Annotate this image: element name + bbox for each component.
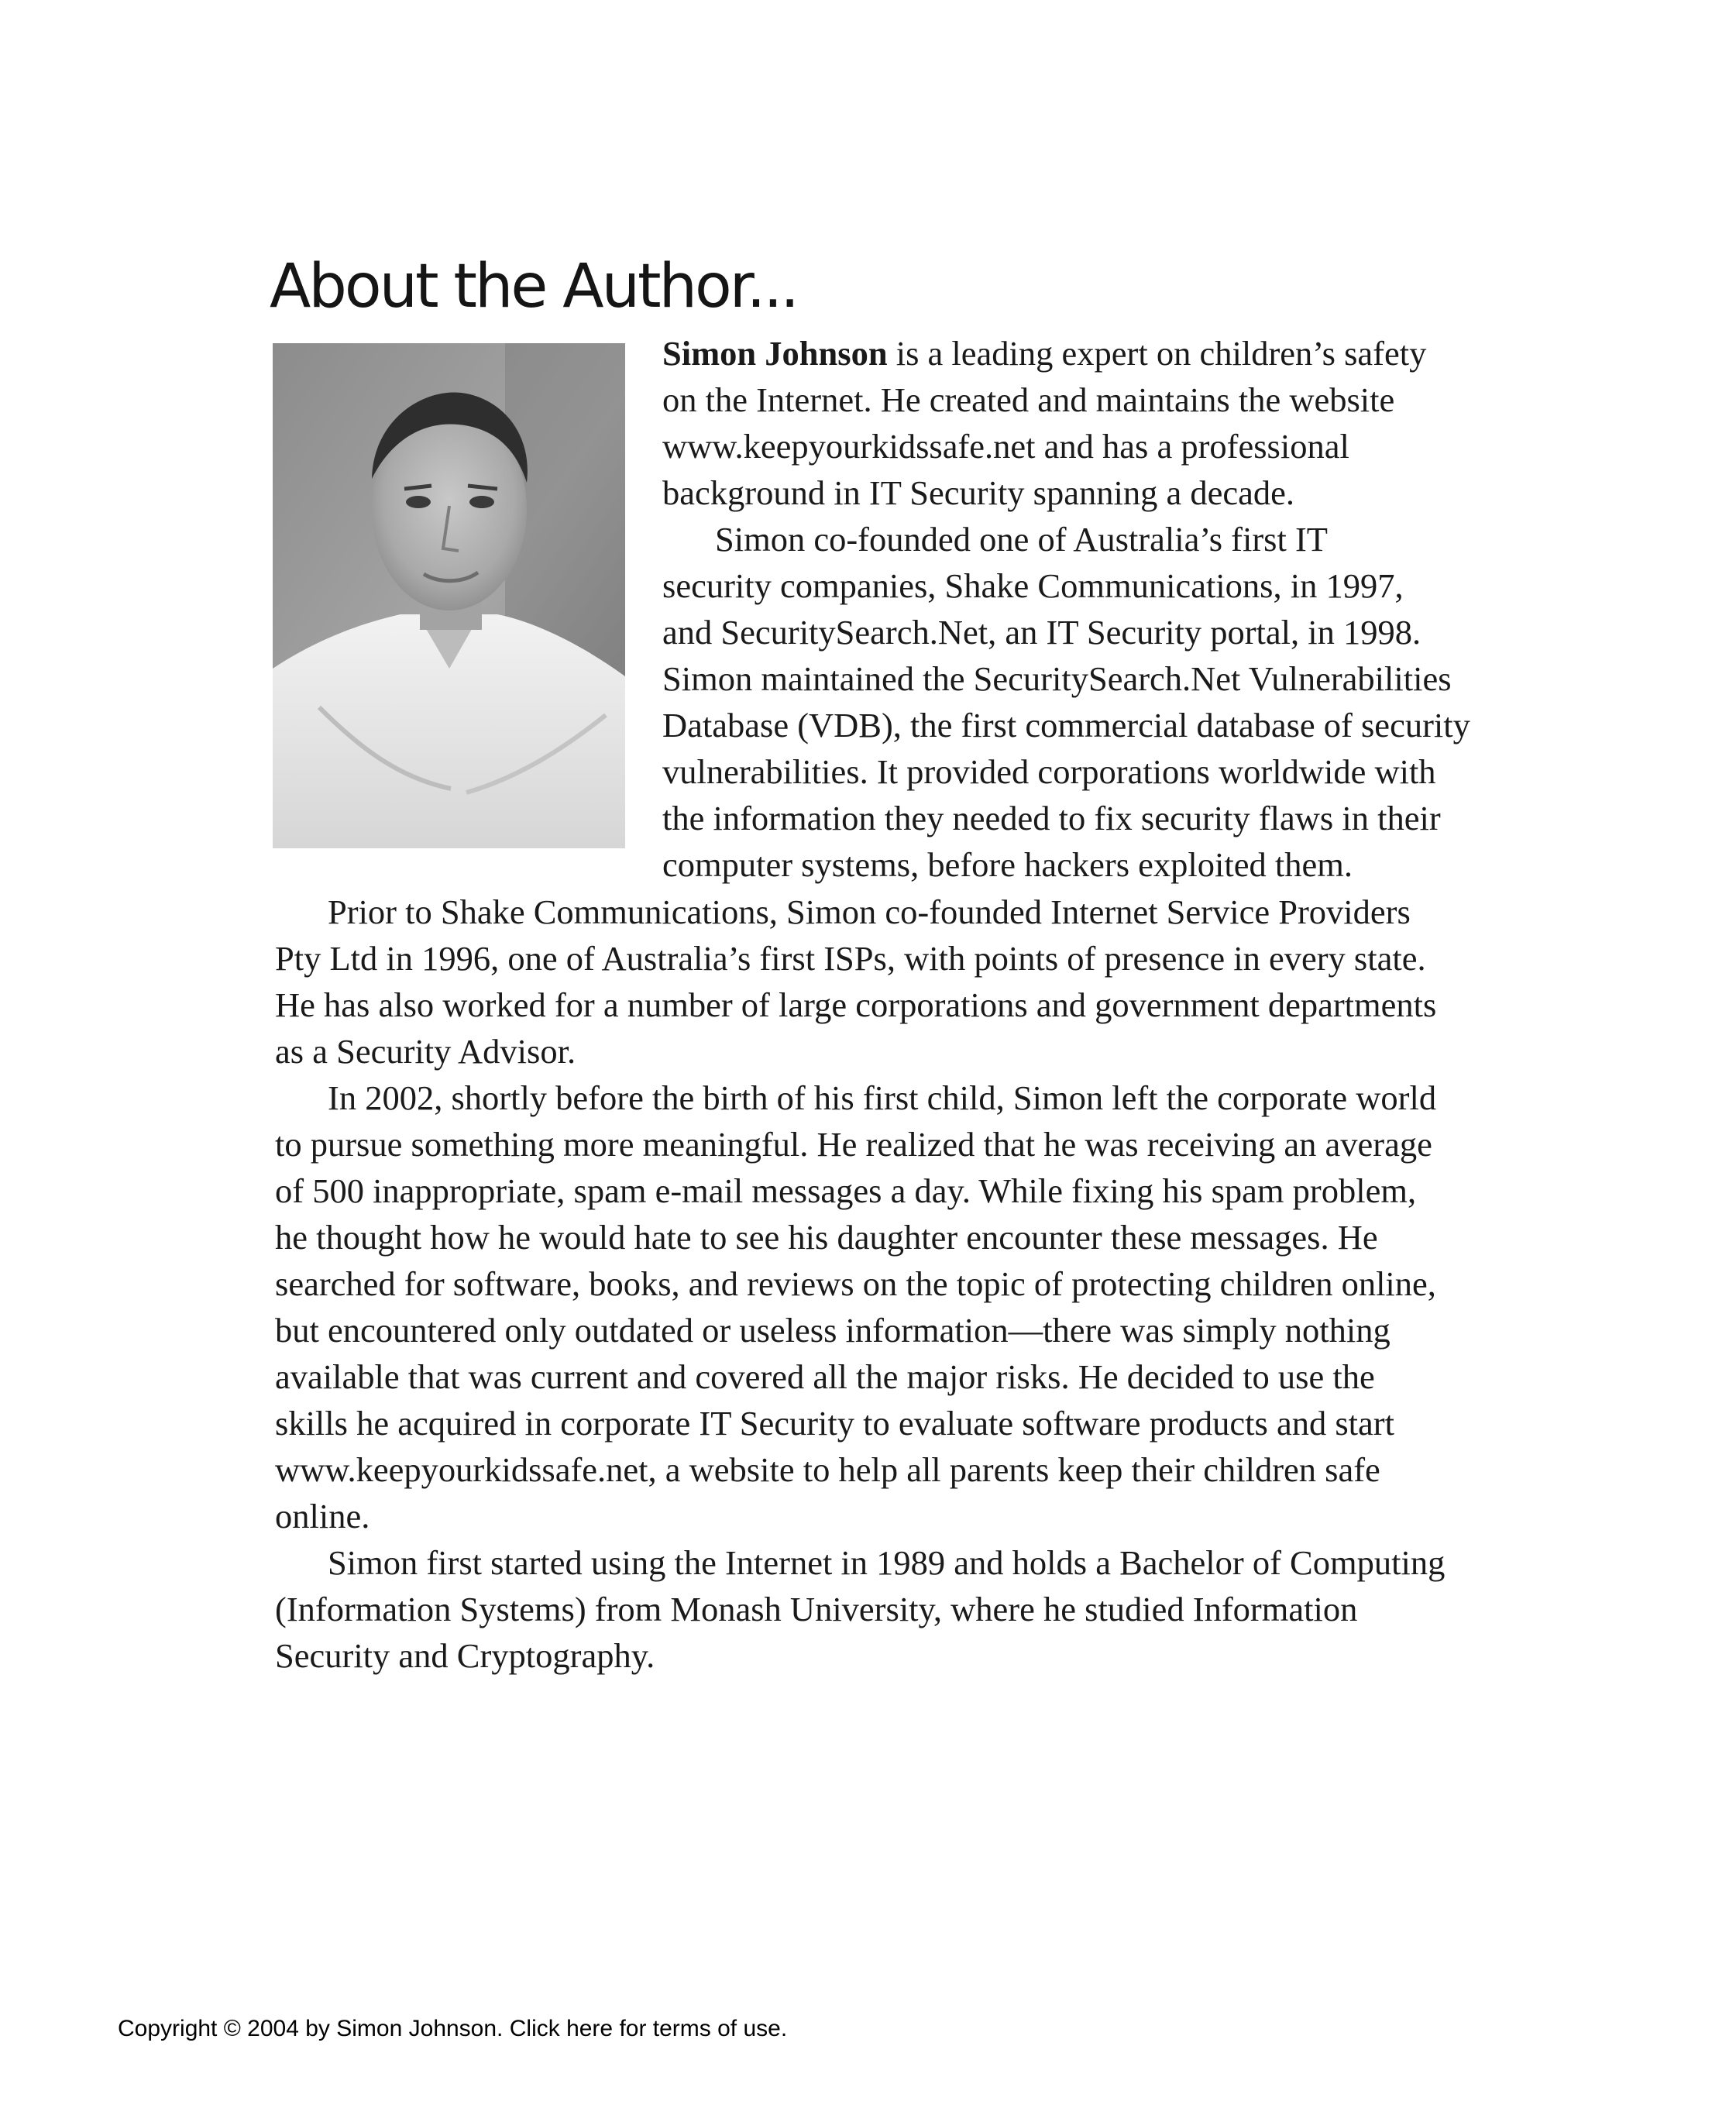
- text-line-segment: is a leading expert on children’s safety: [887, 334, 1427, 373]
- bio-paragraph-intro: [662, 330, 1460, 516]
- text-line: Security and Cryptography.: [275, 1636, 655, 1675]
- text-line: as a Security Advisor.: [275, 1032, 576, 1071]
- text-line: available that was current and covered all the major risks. He decided to use the: [275, 1357, 1375, 1396]
- author-name: Simon Johnson: [662, 334, 888, 373]
- text-line: www.keepyourkidssafe.net, a website to help all parents keep their children safe: [275, 1450, 1380, 1489]
- text-line: Pty Ltd in 1996, one of Australia’s first ISPs, with points of presence in every state.: [275, 939, 1426, 978]
- text-line: the information they needed to fix security flaws in their: [662, 799, 1441, 837]
- text-line: Simon co-founded one of Australia’s first IT: [715, 520, 1328, 559]
- text-line: background in IT Security spanning a decade.: [662, 473, 1294, 512]
- text-line: and SecuritySearch.Net, an IT Security portal, in 1998.: [662, 613, 1421, 652]
- text-line: to pursue something more meaningful. He realized that he was receiving an average: [275, 1125, 1432, 1164]
- text-line: he thought how he would hate to see his daughter encounter these messages. He: [275, 1218, 1378, 1257]
- text-line: security companies, Shake Communications, in 1997,: [662, 566, 1404, 605]
- text-line: Simon first started using the Internet in 1989 and holds a Bachelor of Computing: [328, 1543, 1446, 1582]
- copyright-footer: [118, 2016, 787, 2042]
- text-line: computer systems, before hackers exploited them.: [662, 845, 1353, 884]
- text-line: In 2002, shortly before the birth of his first child, Simon left the corporate world: [328, 1078, 1437, 1117]
- bio-paragraph-2002: [275, 1075, 1460, 1539]
- text-line: vulnerabilities. It provided corporations worldwide with: [662, 752, 1436, 791]
- author-portrait-photo: [273, 343, 625, 848]
- page-title: About the Author...: [270, 252, 798, 322]
- text-line: searched for software, books, and reviews on the topic of protecting children online,: [275, 1264, 1436, 1303]
- text-line: [662, 330, 1460, 377]
- text-line: Simon maintained the SecuritySearch.Net Vulnerabilities: [662, 659, 1452, 698]
- text-line: but encountered only outdated or useless information—there was simply nothing: [275, 1311, 1391, 1350]
- text-line: on the Internet. He created and maintains the website: [662, 380, 1395, 419]
- text-line: He has also worked for a number of large corporations and government departments: [275, 985, 1437, 1024]
- text-line: online.: [275, 1497, 370, 1535]
- text-line: Database (VDB), the first commercial database of security: [662, 706, 1470, 745]
- bio-paragraph-isp: [275, 889, 1460, 1075]
- text-line: Prior to Shake Communications, Simon co-founded Internet Service Providers: [328, 892, 1411, 931]
- text-line: www.keepyourkidssafe.net and has a professional: [662, 427, 1349, 466]
- bio-paragraph-education: [275, 1539, 1460, 1679]
- terms-of-use-link[interactable]: Click here for terms of use.: [509, 2016, 788, 2041]
- text-line: skills he acquired in corporate IT Security to evaluate software products and start: [275, 1404, 1394, 1443]
- text-line: (Information Systems) from Monash University, where he studied Information: [275, 1590, 1358, 1628]
- text-line: of 500 inappropriate, spam e-mail messages a day. While fixing his spam problem,: [275, 1171, 1417, 1210]
- bio-intro-block: [662, 330, 1470, 888]
- copyright-text: Copyright © 2004 by Simon Johnson.: [118, 2016, 510, 2041]
- bio-main-block: [275, 889, 1460, 1679]
- bio-paragraph-companies: [662, 516, 1470, 888]
